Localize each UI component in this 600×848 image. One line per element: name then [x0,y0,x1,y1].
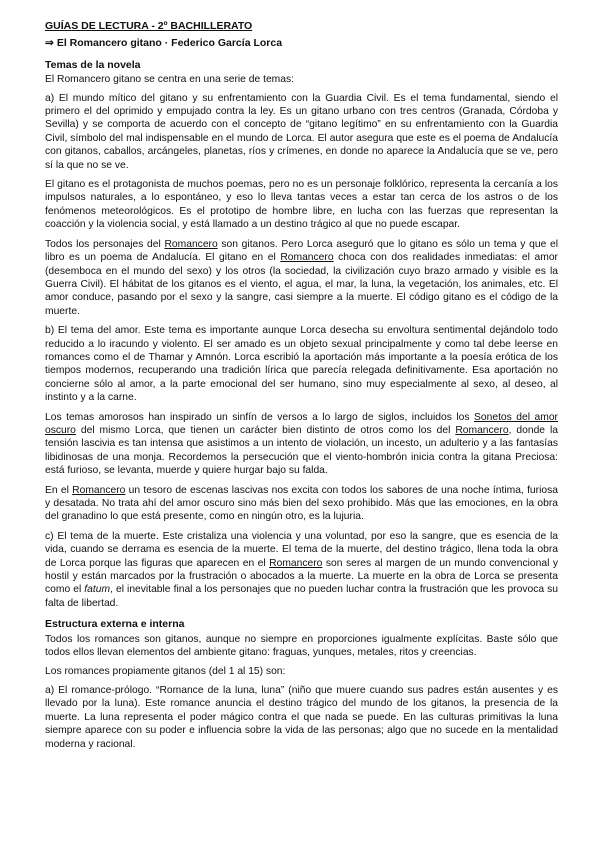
heading-estructura: Estructura externa e interna [45,618,185,631]
text-run: , donde la tensión lascivia es tan intensa que asistimos a un intento de violación, un incesto, un adulterio y a las fantasías libidinosas de una monja. Recordemos la persecución que el viento-hombrón inicia contra la gitana Preciosa: está furioso, se levanta, muerde y quiere hurgar bajo su falda. [45,424,558,477]
text-run: c) El tema de la muerte. Este cristaliza una violencia y una voluntad, por eso la sangre, que es esencia de la vida, cuando se derrama es esencia de la muerte. El tema de la muerte, del destino trágico, llena toda la obra de Lorca porque las figuras que aparecen en el [45,530,558,569]
subtitle-text: El Romancero gitano · Federico García Lorca [56,37,283,50]
paragraph-tema-b: b) El tema del amor. Este tema es importante aunque Lorca desecha su envoltura sentimental dejándolo todo reducido a lo iracundo y violento. El ser amado es un objeto sexual principalmente y como tal debe leerse en romances como el de Thamar y Amnón. Lorca escribió la aportación más importante a la poesía erótica de los tiempos modernos, recuperando una tradición lírica que parecía relegada definitivamente. Esa aportación no concierne sólo al amor, a la parte emocional del ser humano, sino muy especialmente al sexo, al deseo, al instinto y a la carne. [45,325,558,404]
paragraph-romance-prologo: a) El romance-prólogo. “Romance de la luna, luna” (niño que muere cuando sus padres están ausentes y es llevado por la luna). Este romance anuncia el destino trágico del mundo de los gitanos, la presencia de la muerte. La luna representa el poder mágico contra el que nada se puede. En las culturas primitivas la luna siempre aparece con su poder e influencia sobre la vida de las personas; algo que no sucede en la mentalidad moderna y racional. [45,684,558,750]
paragraph-tema-a: a) El mundo mítico del gitano y su enfrentamiento con la Guardia Civil. Es el tema fundamental, siendo el primero el del oprimido y empujado contra la ley. Es un gitano urbano con tres centros (Granada, Córdoba y Sevilla) y se comporta de acuerdo con el concepto de “gitano legítimo” en su enfrentamiento con la Guardia Civil, símbolo del mal indispensable en el mundo de Lorca. El autor asegura que este es el poema de Andalucía con gitanos, caballos, arcángeles, planetas, ríos y crímenes, en donde no aparece la Andalucía que se ve, pero sí la que no se ve. [45,92,558,171]
text-run: Todos los personajes del [45,238,165,250]
word-fatum: fatum [84,584,111,596]
text-run: del mismo Lorca, que tienen un carácter bien distinto de otros como los del [75,424,456,436]
paragraph-personajes [45,238,558,318]
title-sonetos: Sonetos del amor oscuro [45,411,558,436]
title-romancero: Romancero [455,424,509,436]
arrow-icon: ⇒ [45,37,54,50]
title-romancero: Romancero [280,252,334,264]
text-run: choca con dos realidades inmediatas: el amor (desemboca en el mundo del sexo) y los otros (la sociedad, la civilización cuyo brazo armado y visible es la Guerra Civil). El hábitat de los gitanos es el viento, el agua, el mar, la luna, la vegetación, los animales, etc. El amor conduce, pasando por el sexo y la sangre, casi siempre a la muerte. El código gitano es el código de la muerte. [45,252,558,317]
document-subtitle [45,37,558,50]
paragraph-romances-gitanos: Los romances propiamente gitanos (del 1 al 15) son: [45,666,286,678]
text-run: un tesoro de escenas lascivas nos excita con todos los sabores de una noche íntima, furiosa y desatada. No trata ahí del amor oscuro sino más bien del sexo prohibido. Más que las emociones, en la obra del granadino lo que está presente, como en ningún otro, es la lujuria. [45,484,558,523]
text-run: En el [45,484,73,496]
document-page [45,20,558,757]
text-run: son gitanos. Pero Lorca aseguró que lo gitano es sólo un tema y que el libro es un poema de Andalucía. El gitano en el [45,238,559,264]
paragraph-tema-c [45,530,558,610]
paragraph-estructura: Todos los romances son gitanos, aunque no siempre en proporciones igualmente explícitas. Baste sólo que todos ellos llevan elementos del ambiente gitano: fraguas, yunques, metales, ritos y creencias. [45,633,558,659]
text-run: , el inevitable final a los personajes que no pueden luchar contra la frustración que les provoca su falta de libertad. [45,584,558,609]
heading-temas: Temas de la novela [45,58,141,71]
paragraph-tesoro [45,484,558,524]
paragraph-amorosos [45,411,558,478]
title-romancero: Romancero [269,557,323,569]
paragraph-gitano: El gitano es el protagonista de muchos poemas, pero no es un personaje folklórico, representa la cercanía a los impulsos naturales, a lo espontáneo, y eso lo lleva tantas veces a estar tan cerca de los astros o de los fenómenos meteorológicos. Es el prototipo de hombre libre, en lucha con las fuerzas que representan la coacción y la violencia social, y está llamado a un destino trágico al que no puede escapar. [45,179,558,231]
paragraph-temas-intro: El Romancero gitano se centra en una serie de temas: [45,74,294,86]
document-header: GUÍAS DE LECTURA - 2º BACHILLERATO [45,20,253,32]
title-romancero: Romancero [164,238,218,250]
title-romancero: Romancero [72,484,126,496]
text-run: Los temas amorosos han inspirado un sinfín de versos a lo largo de siglos, incluidos los [45,411,475,423]
text-run: son seres al margen de un mundo convencional y hostil y están marcados por la frustración o abocados a la muerte. La muerte en la obra de Lorca se presenta como el [45,557,558,596]
